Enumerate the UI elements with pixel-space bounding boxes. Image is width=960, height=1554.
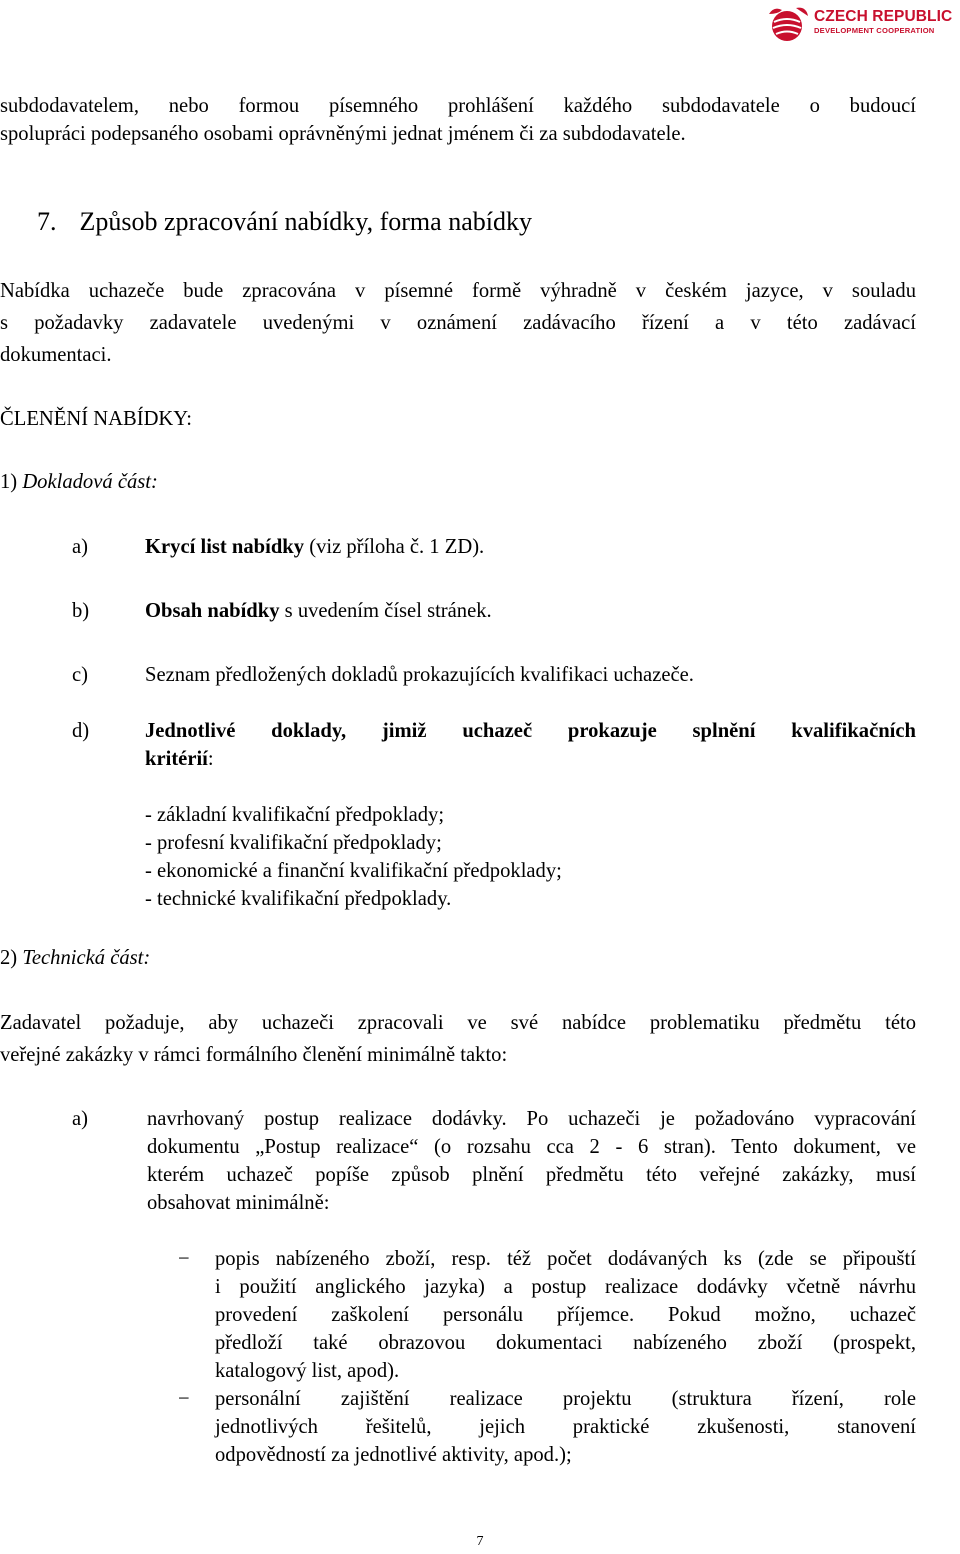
dash-item-2-line-1: personální zajištění realizace projektu (struktura řízení, role [215, 1388, 916, 1410]
part-2-para-line-1: Zadavatel požaduje, aby uchazeči zpracovali ve své nabídce problematiku předmětu této [0, 1012, 916, 1034]
item-b-bold: Obsah nabídky [145, 600, 280, 622]
globe-flag-logo-icon [766, 4, 812, 46]
item-b-rest: s uvedením čísel stránek. [279, 600, 492, 622]
item-a-bold: Krycí list nabídky [145, 536, 305, 558]
paragraph-1-line-1: Nabídka uchazeče bude zpracována v písemné formě výhradně v českém jazyce, v souladu [0, 280, 916, 302]
subitem-4: - technické kvalifikační předpoklady. [145, 888, 452, 910]
dash-item-1-line-3: provedení zaškolení personálu příjemce. Pokud možno, uchazeč [215, 1304, 916, 1326]
item-a-label: a) [72, 536, 88, 558]
intro-line-1: subdodavatelem, nebo formou písemného prohlášení každého subdodavatele o budoucí [0, 95, 916, 117]
tech-item-a-label: a) [72, 1108, 88, 1130]
item-a-text [145, 533, 916, 561]
intro-line-2: spolupráci podepsaného osobami oprávněnými jednat jménem či za subdodavatele. [0, 123, 686, 145]
section-title: Způsob zpracování nabídky, forma nabídky [79, 207, 532, 236]
item-c-text: Seznam předložených dokladů prokazujících kvalifikaci uchazeče. [145, 664, 694, 686]
subitem-2: - profesní kvalifikační předpoklady; [145, 832, 442, 854]
paragraph-1-line-2: s požadavky zadavatele uvedenými v oznámení zadávacího řízení a v této zadávací [0, 312, 916, 334]
part-1-title: Dokladová část: [22, 471, 158, 493]
part-1-number: 1) [0, 471, 18, 493]
tech-item-a-line-2: dokumentu „Postup realizace“ (o rozsahu cca 2 - 6 stran). Tento dokument, ve [147, 1136, 916, 1158]
dash-item-1-line-2: i použití anglického jazyka) a postup realizace dodávky včetně návrhu [215, 1276, 916, 1298]
part-2-para-line-2: veřejné zakázky v rámci formálního členění minimálně takto: [0, 1044, 508, 1066]
item-d-bold-line-1: Jednotlivé doklady, jimiž uchazeč prokazuje splnění kvalifikačních [145, 720, 916, 742]
paragraph-1-line-3: dokumentaci. [0, 344, 112, 366]
part-2-heading [0, 944, 150, 972]
item-d-bold-line-2: kritérií [145, 748, 208, 770]
logo-subtitle: DEVELOPMENT COOPERATION [814, 26, 935, 35]
part-2-number: 2) [0, 947, 18, 969]
item-a-rest: (viz příloha č. 1 ZD). [304, 536, 485, 558]
item-d-rest: : [207, 748, 214, 770]
logo-title: CZECH REPUBLIC [814, 8, 953, 25]
item-c-label: c) [72, 664, 88, 686]
logo [766, 4, 954, 46]
tech-item-a-line-4: obsahovat minimálně: [147, 1192, 330, 1214]
tech-item-a-line-3: kterém uchazeč popíše způsob plnění předmětu této veřejné zakázky, musí [147, 1164, 916, 1186]
part-1-heading [0, 468, 158, 496]
item-b-label: b) [72, 600, 90, 622]
page-number: 7 [476, 1534, 484, 1549]
dash-item-1-line-1: popis nabízeného zboží, resp. též počet dodávaných ks (zde se připouští [215, 1248, 916, 1270]
tech-item-a-line-1: navrhovaný postup realizace dodávky. Po uchazeči je požadováno vypracování [147, 1108, 916, 1130]
dash-item-1-line-4: předloží také obrazovou dokumentaci nabízeného zboží (prospekt, [215, 1332, 916, 1354]
dash-item-1-line-5: katalogový list, apod). [215, 1360, 400, 1382]
item-d-line-1 [145, 717, 916, 745]
section-number: 7. [37, 207, 57, 236]
item-d-label: d) [72, 720, 90, 742]
section-heading [37, 206, 532, 238]
item-b-text [145, 597, 916, 625]
dash-item-2-line-3: odpovědností za jednotlivé aktivity, apod.); [215, 1444, 572, 1466]
structure-heading: ČLENĚNÍ NABÍDKY: [0, 408, 193, 430]
subitem-1: - základní kvalifikační předpoklady; [145, 804, 445, 826]
dash-item-2-line-2: jednotlivých řešitelů, jejich praktické zkušenosti, stanovení [215, 1416, 916, 1438]
dash-item-2-bullet: − [178, 1388, 190, 1410]
dash-item-1-bullet: − [178, 1248, 190, 1270]
subitem-3: - ekonomické a finanční kvalifikační předpoklady; [145, 860, 562, 882]
part-2-title: Technická část: [22, 947, 151, 969]
item-d-line-2 [145, 745, 916, 773]
